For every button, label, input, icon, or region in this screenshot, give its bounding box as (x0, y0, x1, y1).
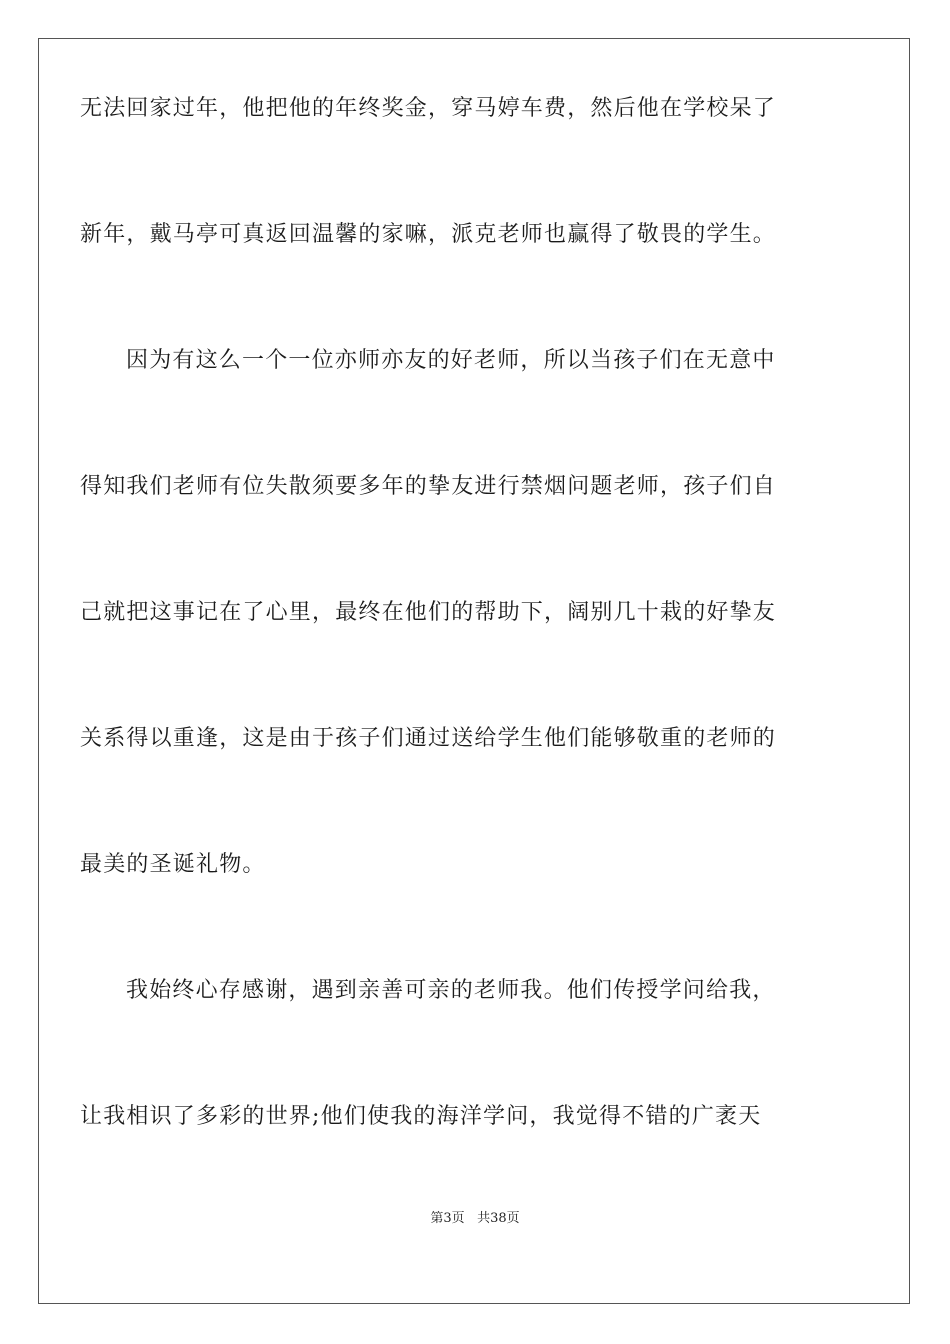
page-footer (0, 1210, 950, 1228)
text-line-1: 无法回家过年，他把他的年终奖金，穿马婷车费，然后他在学校呆了 (80, 96, 777, 121)
text-line-6: 关系得以重逢，这是由于孩子们通过送给学生他们能够敬重的老师的 (80, 726, 777, 751)
text-line-3: 因为有这么一个一位亦师亦友的好老师，所以当孩子们在无意中 (126, 348, 776, 373)
page-number: 第3页 (430, 1211, 465, 1226)
text-line-4: 得知我们老师有位失散须要多年的挚友进行禁烟问题老师，孩子们自 (80, 474, 777, 499)
text-line-5: 己就把这事记在了心里，最终在他们的帮助下，阔别几十栽的好挚友 (80, 600, 777, 625)
text-line-7: 最美的圣诞礼物。 (80, 852, 266, 877)
text-line-9: 让我相识了多彩的世界;他们使我的海洋学问，我觉得不错的广袤天 (80, 1104, 762, 1129)
body-text (80, 93, 792, 1227)
text-line-2: 新年，戴马亭可真返回温馨的家嘛，派克老师也赢得了敬畏的学生。 (80, 222, 777, 247)
text-line-8: 我始终心存感谢，遇到亲善可亲的老师我。他们传授学问给我， (126, 978, 776, 1003)
page-total: 共38页 (477, 1211, 520, 1226)
